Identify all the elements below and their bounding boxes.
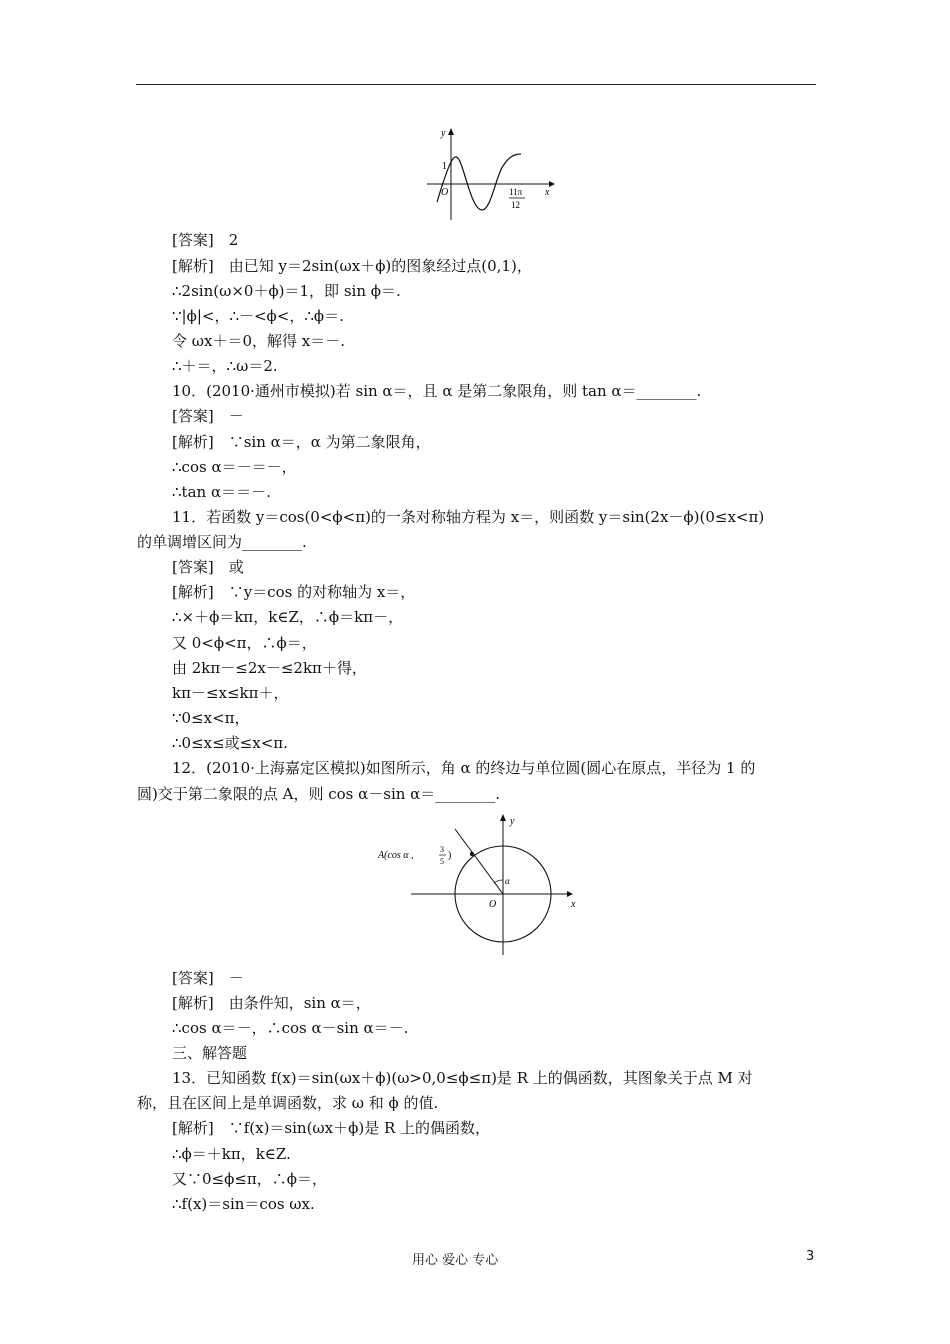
angle-arc	[494, 880, 503, 883]
q9-analysis-line-5: ∴＋＝，∴ω＝2.	[172, 357, 278, 375]
point-a-dot	[470, 852, 474, 856]
q9-answer: [答案] 2	[172, 231, 239, 249]
q9-analysis-line-2: ∴2sin(ω×0＋ϕ)＝1，即 sin ϕ＝.	[172, 282, 401, 300]
x-axis-label: x	[545, 187, 550, 198]
y-axis-arrow-icon	[448, 128, 454, 135]
q9-analysis-line-4: 令 ωx＋＝0，解得 x＝－.	[172, 332, 345, 350]
q9-analysis-line-3: ∵|ϕ|<，∴－<ϕ<，∴ϕ＝.	[172, 307, 344, 325]
unit-circle-figure	[373, 812, 588, 957]
q11-analysis-line-4: 由 2kπ－≤2x－≤2kπ＋得，	[172, 659, 367, 677]
footer-motto: 用心 爱心 专心	[412, 1253, 499, 1268]
tick-11pi-denominator: 12	[511, 200, 520, 210]
tick-one-label: 1	[442, 161, 447, 172]
terminal-side	[455, 829, 503, 894]
q12-answer: [答案] －	[172, 969, 244, 987]
q11-analysis-line-2: ∴×＋ϕ＝kπ，k∈Z，∴ϕ＝kπ－，	[172, 608, 404, 626]
q10-analysis-line-3: ∴tan α＝＝－.	[172, 483, 271, 501]
sine-curve	[437, 154, 521, 210]
origin-label: O	[489, 899, 497, 910]
x-axis-arrow-icon	[549, 181, 555, 187]
q13-analysis-line-2: ∴ϕ＝＋kπ，k∈Z.	[172, 1145, 291, 1163]
q11-question-line-2: 的单调增区间为________.	[137, 533, 307, 551]
point-a-close: )	[448, 850, 452, 861]
point-a-fraction-num: 3	[440, 845, 444, 854]
q11-analysis-line-5: kπ－≤x≤kπ＋，	[172, 684, 289, 702]
x-axis-label: x	[571, 899, 576, 910]
sine-graph-svg	[425, 124, 560, 224]
q13-analysis-line-4: ∴f(x)＝sin＝cos ωx.	[172, 1195, 315, 1213]
q10-analysis-line-2: ∴cos α＝－＝－，	[172, 458, 297, 476]
unit-circle-svg	[373, 812, 588, 957]
q10-question: 10．(2010·通州市模拟)若 sin α＝，且 α 是第二象限角，则 tan α＝________.	[172, 382, 702, 400]
q9-analysis-line-1: [解析] 由已知 y＝2sin(ωx＋ϕ)的图象经过点(0,1)，	[172, 257, 532, 275]
q11-question-line-1: 11．若函数 y＝cos(0<ϕ<π)的一条对称轴方程为 x＝，则函数 y＝sin(2x－ϕ)(0≤x<π)	[172, 508, 765, 526]
q10-answer: [答案] －	[172, 407, 244, 425]
y-axis-label: y	[441, 128, 446, 139]
origin-label: O	[441, 187, 449, 198]
q11-analysis-line-7: ∴0≤x≤或≤x<π.	[172, 734, 288, 752]
q11-analysis-line-3: 又 0<ϕ<π，∴ϕ＝，	[172, 634, 317, 652]
q12-analysis-line-2: ∴cos α＝－，∴cos α－sin α＝－.	[172, 1019, 409, 1037]
tick-11pi-numerator: 11π	[509, 187, 523, 197]
q11-answer: [答案] 或	[172, 558, 244, 576]
point-a-fraction-den: 5	[440, 857, 444, 866]
point-a-label: A(cos α ,	[378, 850, 414, 861]
q13-question-line-2: 称，且在区间上是单调函数，求 ω 和 ϕ 的值.	[137, 1094, 439, 1112]
page-number: 3	[806, 1249, 815, 1264]
y-axis-arrow-icon	[500, 814, 506, 821]
q12-analysis-line-1: [解析] 由条件知，sin α＝，	[172, 994, 371, 1012]
q13-analysis-line-1: [解析] ∵f(x)＝sin(ωx＋ϕ)是 R 上的偶函数，	[172, 1119, 491, 1137]
q10-analysis-line-1: [解析] ∵sin α＝，α 为第二象限角，	[172, 433, 431, 451]
q13-question-line-1: 13．已知函数 f(x)＝sin(ωx＋ϕ)(ω>0,0≤ϕ≤π)是 R 上的偶函数，其图象关于点 M 对	[172, 1069, 753, 1087]
q12-question-line-2: 圆)交于第二象限的点 A，则 cos α－sin α＝________.	[137, 785, 501, 803]
sine-graph-figure	[425, 124, 560, 224]
header-rule	[136, 84, 816, 85]
q12-question-line-1: 12．(2010·上海嘉定区模拟)如图所示，角 α 的终边与单位圆(圆心在原点，半径为 1 的	[172, 759, 756, 777]
section-heading: 三、解答题	[172, 1044, 248, 1062]
q13-analysis-line-3: 又∵0≤ϕ≤π，∴ϕ＝，	[172, 1170, 327, 1188]
y-axis-label: y	[510, 816, 515, 827]
angle-alpha-label: α	[505, 876, 510, 886]
x-axis-arrow-icon	[567, 891, 573, 897]
q11-analysis-line-6: ∵0≤x<π，	[172, 709, 250, 727]
q11-analysis-line-1: [解析] ∵y＝cos 的对称轴为 x＝，	[172, 583, 416, 601]
